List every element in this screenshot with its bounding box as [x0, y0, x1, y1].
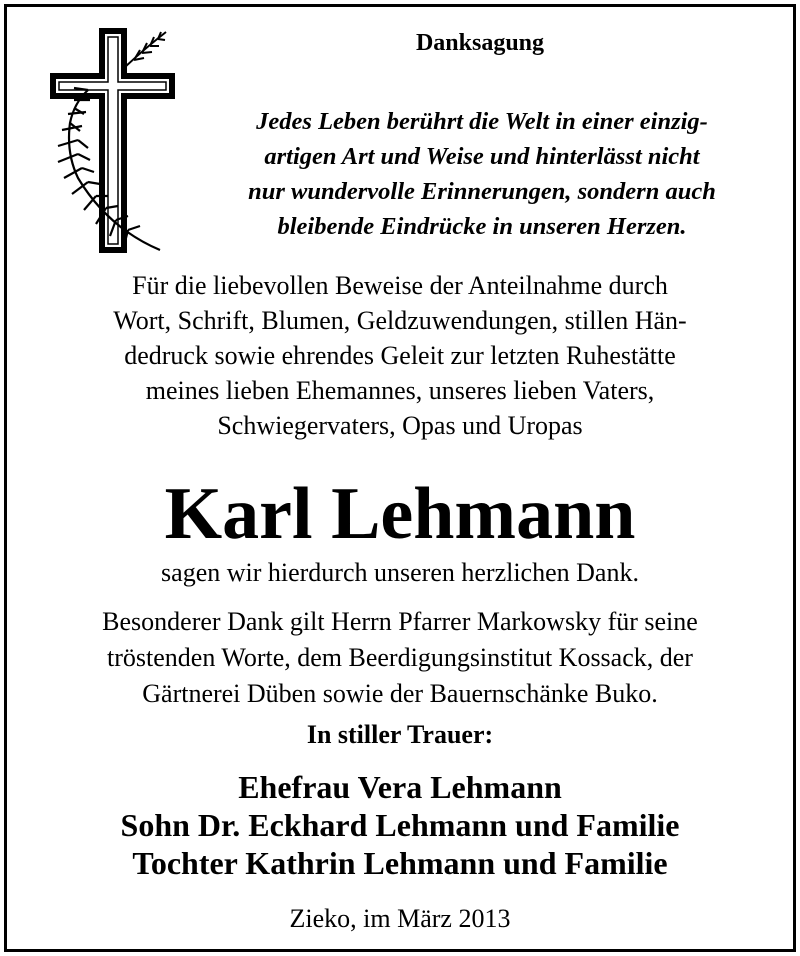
deceased-name: Karl Lehmann	[164, 473, 636, 555]
cross-with-palm-branch-icon	[48, 28, 178, 258]
paragraph-line: Für die liebevollen Beweise der Anteilnahme durch	[132, 271, 668, 300]
mourning-label: In stiller Trauer:	[306, 720, 494, 749]
gratitude-paragraph	[0, 268, 800, 443]
paragraph-line: Schwiegervaters, Opas und Uropas	[217, 411, 583, 440]
quote-line: Jedes Leben berührt die Welt in einer einzig-	[256, 108, 708, 135]
special-thanks-paragraph	[0, 604, 800, 712]
quote-line: nur wundervolle Erinnerungen, sondern auch	[248, 178, 716, 205]
family-member: Sohn Dr. Eckhard Lehmann und Familie	[120, 807, 680, 843]
paragraph-line: meines lieben Ehemannes, unseres lieben Vaters,	[145, 376, 655, 405]
family-member: Tochter Kathrin Lehmann und Familie	[132, 845, 668, 881]
quote-line: artigen Art und Weise und hinterlässt nicht	[264, 143, 700, 170]
place-date: Zieko, im März 2013	[289, 904, 511, 933]
paragraph-line: Wort, Schrift, Blumen, Geldzuwendungen, stillen Hän-	[113, 306, 687, 335]
family-member: Ehefrau Vera Lehmann	[238, 769, 562, 805]
thanks-line: sagen wir hierdurch unseren herzlichen Dank.	[161, 558, 639, 587]
paragraph-line: tröstenden Worte, dem Beerdigungsinstitut Kossack, der	[107, 643, 693, 672]
paragraph-line: Gärtnerei Düben sowie der Bauernschänke Buko.	[142, 679, 658, 708]
family-list	[0, 768, 800, 882]
paragraph-line: dedruck sowie ehrendes Geleit zur letzten Ruhestätte	[124, 341, 676, 370]
quote-line: bleibende Eindrücke in unseren Herzen.	[277, 213, 687, 240]
paragraph-line: Besonderer Dank gilt Herrn Pfarrer Markowsky für seine	[102, 607, 698, 636]
quote-block	[180, 104, 784, 244]
notice-heading: Danksagung	[415, 30, 545, 56]
